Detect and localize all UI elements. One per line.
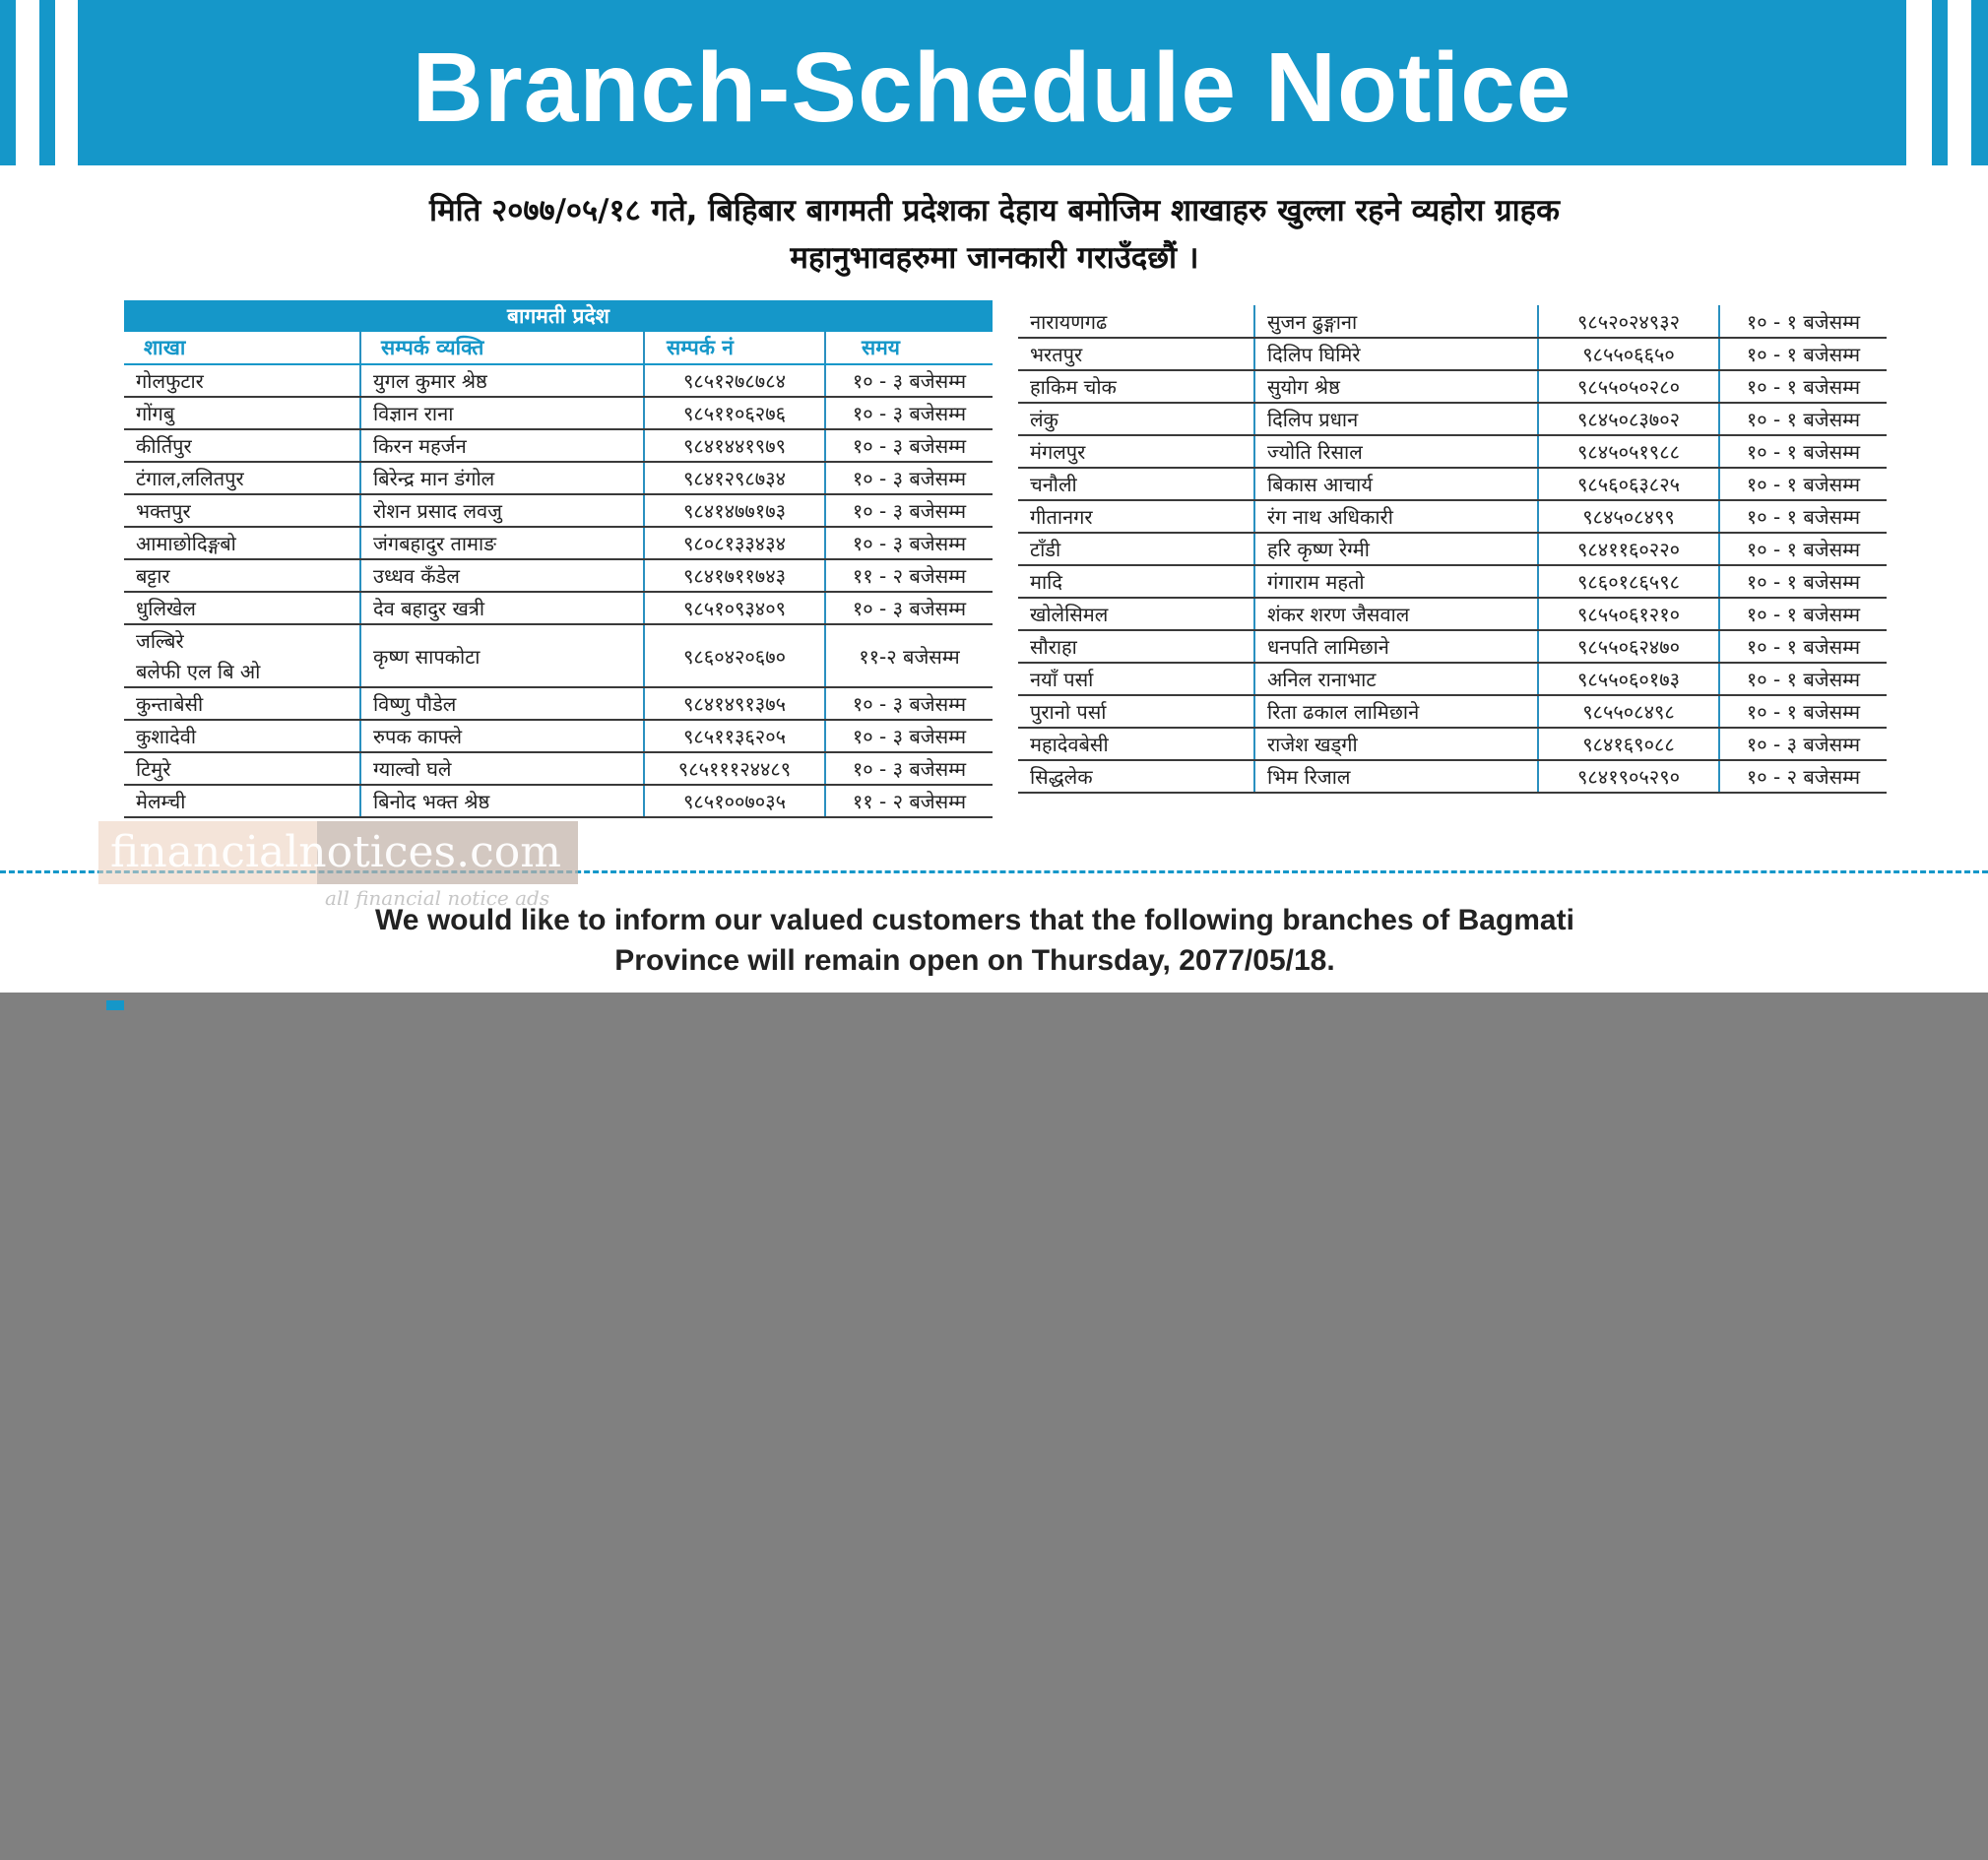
contact-number: ९८४५०५१९८८	[1538, 435, 1719, 468]
open-hours: १० - ३ बजेसम्म	[825, 720, 993, 752]
branch-name: लंकु	[1018, 403, 1254, 435]
english-line-1: We would like to inform our valued customers that the following branches of Bagmati	[375, 904, 1574, 936]
table-row	[1018, 598, 1887, 630]
contact-number: ९८४५०८३७०२	[1538, 403, 1719, 435]
open-hours: १० - ३ बजेसम्म	[825, 527, 993, 559]
header-right-stripe-1	[1932, 0, 1948, 165]
open-hours: १० - ३ बजेसम्म	[825, 687, 993, 720]
contact-number: ९८४११६०२२०	[1538, 533, 1719, 565]
table-row	[1018, 760, 1887, 793]
col-header-time: समय	[825, 332, 993, 364]
table-row	[1018, 403, 1887, 435]
contact-number: ९८६०१८६५९८	[1538, 565, 1719, 598]
contact-person: कृष्ण सापकोटा	[360, 624, 644, 687]
branch-name: मेलम्ची	[124, 785, 360, 817]
table-row	[1018, 370, 1887, 403]
contact-person: सुयोग श्रेष्ठ	[1254, 370, 1538, 403]
header-right-stripe-2	[1971, 0, 1988, 165]
branch-table-right	[1018, 305, 1887, 794]
lower-grey-panel	[0, 993, 1988, 1860]
table-row	[1018, 468, 1887, 500]
table-row	[124, 785, 993, 817]
contact-person: रुपक काफ्ले	[360, 720, 644, 752]
contact-number: ९८५६०६३८२५	[1538, 468, 1719, 500]
contact-person: रिता ढकाल लामिछाने	[1254, 695, 1538, 728]
table-row	[124, 429, 993, 462]
contact-person: उध्धव कँडेल	[360, 559, 644, 592]
branch-name: आमाछोदिङ्गबो	[124, 527, 360, 559]
intro-line-1: मिति २०७७/०५/१८ गते, बिहिबार बागमती प्रदेशका देहाय बमोजिम शाखाहरु खुल्ला रहने व्यहोरा ग्राहक	[429, 193, 1560, 228]
contact-number: ९८४१७११७४३	[644, 559, 825, 592]
open-hours: १० - २ बजेसम्म	[1719, 760, 1887, 793]
open-hours: १० - ३ बजेसम्म	[825, 592, 993, 624]
open-hours: ११ - २ बजेसम्म	[825, 559, 993, 592]
watermark-site: financialnotices.com	[110, 827, 561, 877]
branch-name: टिमुरे	[124, 752, 360, 785]
contact-number: ९८४१६९०८८	[1538, 728, 1719, 760]
contact-number: ९८४१४४१९७९	[644, 429, 825, 462]
province-banner: बागमती प्रदेश	[124, 300, 993, 332]
contact-number: ९८५११३६२०५	[644, 720, 825, 752]
contact-number: ९८५५०६२४७०	[1538, 630, 1719, 663]
branch-name: धुलिखेल	[124, 592, 360, 624]
open-hours: १० - ३ बजेसम्म	[825, 462, 993, 494]
table-row	[1018, 728, 1887, 760]
header-banner	[78, 0, 1906, 165]
branch-name: कुशादेवी	[124, 720, 360, 752]
table-row	[124, 462, 993, 494]
open-hours: १० - १ बजेसम्म	[1719, 630, 1887, 663]
contact-person: राजेश खड्गी	[1254, 728, 1538, 760]
branch-name: सौराहा	[1018, 630, 1254, 663]
table-row	[124, 624, 993, 656]
branch-name: जल्बिरे	[136, 629, 184, 653]
table-banner-row	[124, 300, 993, 332]
table-row	[1018, 500, 1887, 533]
contact-person: रोशन प्रसाद लवजु	[360, 494, 644, 527]
contact-number: ९८५५०६०१७३	[1538, 663, 1719, 695]
open-hours: १० - ३ बजेसम्म	[825, 364, 993, 397]
contact-person: गंगाराम महतो	[1254, 565, 1538, 598]
open-hours: १० - १ बजेसम्म	[1719, 565, 1887, 598]
open-hours: १० - १ बजेसम्म	[1719, 533, 1887, 565]
branch-name: नयाँ पर्सा	[1018, 663, 1254, 695]
table-row	[1018, 435, 1887, 468]
branch-name: टाँडी	[1018, 533, 1254, 565]
contact-person: ग्याल्वो घले	[360, 752, 644, 785]
contact-person: बिरेन्द्र मान डंगोल	[360, 462, 644, 494]
table-row	[124, 752, 993, 785]
open-hours: १० - ३ बजेसम्म	[1719, 728, 1887, 760]
watermark-tagline: all financial notice ads	[325, 886, 550, 910]
contact-person: युगल कुमार श्रेष्ठ	[360, 364, 644, 397]
branch-name: महादेवबेसी	[1018, 728, 1254, 760]
branch-name: कीर्तिपुर	[124, 429, 360, 462]
table-row	[1018, 305, 1887, 338]
contact-number: ९८५५०६६५०	[1538, 338, 1719, 370]
branch-name: हाकिम चोक	[1018, 370, 1254, 403]
contact-person: किरन महर्जन	[360, 429, 644, 462]
open-hours: ११-२ बजेसम्म	[825, 624, 993, 687]
contact-number: ९८०८१३३४३४	[644, 527, 825, 559]
contact-person: ज्योति रिसाल	[1254, 435, 1538, 468]
open-hours: १० - १ बजेसम्म	[1719, 695, 1887, 728]
contact-number: ९८६०४२०६७०	[644, 624, 825, 687]
table-row	[124, 397, 993, 429]
contact-person: धनपति लामिछाने	[1254, 630, 1538, 663]
contact-number: ९८५१२७८७८४	[644, 364, 825, 397]
table-row	[1018, 565, 1887, 598]
english-notice-text	[295, 900, 1654, 981]
english-line-2: Province will remain open on Thursday, 2077/05/18.	[614, 944, 1335, 977]
table-row	[124, 494, 993, 527]
contact-number: ९८४१४९१३७५	[644, 687, 825, 720]
blue-corner-mark	[106, 1000, 124, 1010]
table-row	[124, 527, 993, 559]
contact-person: दिलिप प्रधान	[1254, 403, 1538, 435]
contact-person: विज्ञान राना	[360, 397, 644, 429]
contact-number: ९८४१९०५२९०	[1538, 760, 1719, 793]
branch-name: खोलेसिमल	[1018, 598, 1254, 630]
open-hours: १० - १ बजेसम्म	[1719, 403, 1887, 435]
branch-name: गोंगबु	[124, 397, 360, 429]
open-hours: १० - ३ बजेसम्म	[825, 397, 993, 429]
header-left-stripe-2	[39, 0, 55, 165]
branch-name: चनौली	[1018, 468, 1254, 500]
contact-number: ९८५१११२४४८९	[644, 752, 825, 785]
contact-number: ९८४५०८४९९	[1538, 500, 1719, 533]
open-hours: १० - १ बजेसम्म	[1719, 435, 1887, 468]
branch-name: गीतानगर	[1018, 500, 1254, 533]
col-header-contact-person: सम्पर्क व्यक्ति	[360, 332, 644, 364]
open-hours: ११ - २ बजेसम्म	[825, 785, 993, 817]
open-hours: १० - ३ बजेसम्म	[825, 752, 993, 785]
branch-name: नारायणगढ	[1018, 305, 1254, 338]
open-hours: १० - ३ बजेसम्म	[825, 429, 993, 462]
open-hours: १० - ३ बजेसम्म	[825, 494, 993, 527]
branch-name: भरतपुर	[1018, 338, 1254, 370]
contact-person: अनिल रानाभाट	[1254, 663, 1538, 695]
branch-name: पुरानो पर्सा	[1018, 695, 1254, 728]
branch-name: बलेफी एल बि ओ	[124, 656, 360, 687]
branch-name: बट्टार	[124, 559, 360, 592]
contact-person: शंकर शरण जैसवाल	[1254, 598, 1538, 630]
contact-number: ९८५१००७०३५	[644, 785, 825, 817]
watermark-logo	[98, 821, 578, 884]
table-row	[124, 364, 993, 397]
nepali-intro-text	[177, 187, 1812, 282]
table-row	[1018, 663, 1887, 695]
contact-number: ९८५११०६२७६	[644, 397, 825, 429]
table-row	[1018, 338, 1887, 370]
contact-number: ९८५५०६१२१०	[1538, 598, 1719, 630]
contact-person: रंग नाथ अधिकारी	[1254, 500, 1538, 533]
contact-person: भिम रिजाल	[1254, 760, 1538, 793]
branch-name: सिद्धलेक	[1018, 760, 1254, 793]
contact-number: ९८५५०८४९८	[1538, 695, 1719, 728]
col-header-contact-number: सम्पर्क नं	[644, 332, 825, 364]
contact-person: सुजन ढुङ्गाना	[1254, 305, 1538, 338]
branch-name: भक्तपुर	[124, 494, 360, 527]
branch-name: गोलफुटार	[124, 364, 360, 397]
contact-number: ९८५५०५०२८०	[1538, 370, 1719, 403]
contact-person: दिलिप घिमिरे	[1254, 338, 1538, 370]
contact-person: बिकास आचार्य	[1254, 468, 1538, 500]
table-row	[124, 720, 993, 752]
branch-name: टंगाल,ललितपुर	[124, 462, 360, 494]
table-row	[124, 592, 993, 624]
col-header-branch: शाखा	[124, 332, 360, 364]
table-row	[1018, 533, 1887, 565]
contact-person: विष्णु पौडेल	[360, 687, 644, 720]
open-hours: १० - १ बजेसम्म	[1719, 598, 1887, 630]
header-left-stripe-1	[0, 0, 16, 165]
table-row	[1018, 695, 1887, 728]
branch-name: मंगलपुर	[1018, 435, 1254, 468]
table-row	[124, 559, 993, 592]
open-hours: १० - १ बजेसम्म	[1719, 468, 1887, 500]
branch-table-left	[124, 300, 993, 818]
page-title: Branch-Schedule Notice	[412, 32, 1572, 143]
table-row	[124, 687, 993, 720]
contact-number: ९८४१२९८७३४	[644, 462, 825, 494]
open-hours: १० - १ बजेसम्म	[1719, 338, 1887, 370]
table-row	[1018, 630, 1887, 663]
open-hours: १० - १ बजेसम्म	[1719, 663, 1887, 695]
contact-person: हरि कृष्ण रेग्मी	[1254, 533, 1538, 565]
contact-number: ९८५२०२४९३२	[1538, 305, 1719, 338]
open-hours: १० - १ बजेसम्म	[1719, 370, 1887, 403]
branch-name: मादि	[1018, 565, 1254, 598]
branch-name: कुन्ताबेसी	[124, 687, 360, 720]
table-header-row	[124, 332, 993, 364]
contact-person: बिनोद भक्त श्रेष्ठ	[360, 785, 644, 817]
open-hours: १० - १ बजेसम्म	[1719, 500, 1887, 533]
contact-person: देव बहादुर खत्री	[360, 592, 644, 624]
contact-number: ९८५१०९३४०९	[644, 592, 825, 624]
open-hours: १० - १ बजेसम्म	[1719, 305, 1887, 338]
intro-line-2: महानुभावहरुमा जानकारी गराउँदछौं ।	[790, 240, 1199, 276]
contact-number: ९८४१४७७१७३	[644, 494, 825, 527]
contact-person: जंगबहादुर तामाङ	[360, 527, 644, 559]
